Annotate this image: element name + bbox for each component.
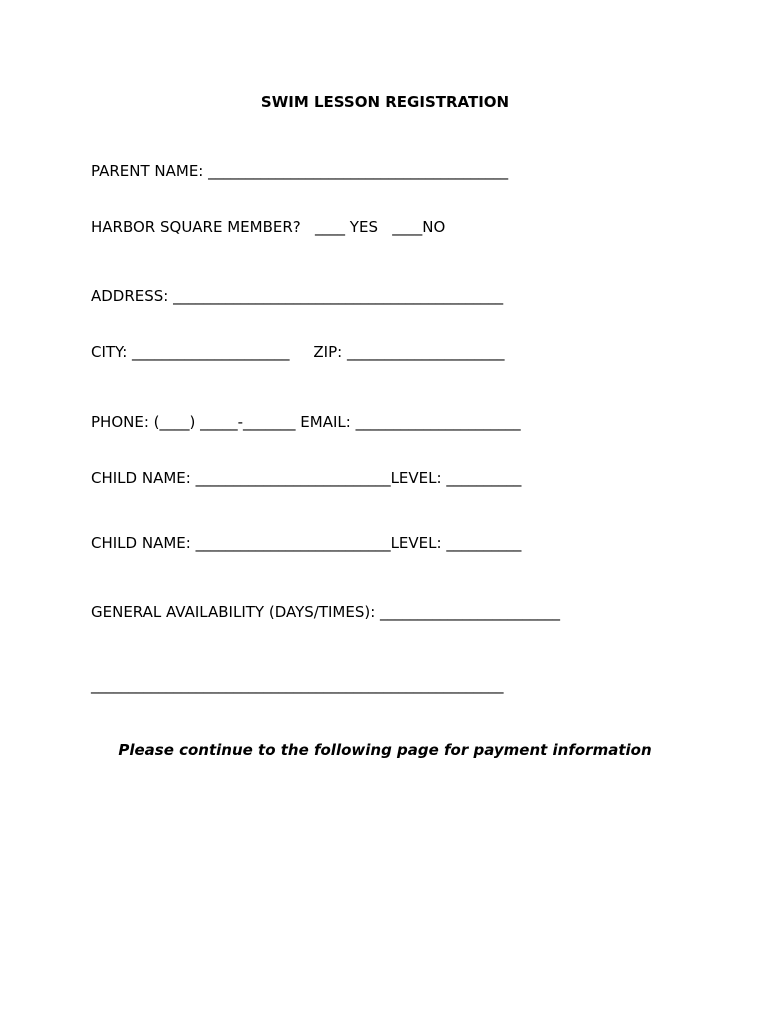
- child-name-field-2[interactable]: CHILD NAME: __________________________LEVEL: __________: [91, 534, 522, 552]
- form-title: SWIM LESSON REGISTRATION: [260, 93, 510, 111]
- continue-note: Please continue to the following page for payment information: [118, 741, 652, 759]
- availability-field[interactable]: GENERAL AVAILABILITY (DAYS/TIMES): ________________________: [91, 603, 561, 621]
- member-question[interactable]: HARBOR SQUARE MEMBER? ____ YES ____NO: [91, 218, 446, 236]
- phone-email-field[interactable]: PHONE: (____) _____-_______ EMAIL: ______________________: [91, 413, 521, 431]
- availability-continued-line[interactable]: _______________________________________________________: [91, 676, 504, 694]
- city-zip-field[interactable]: CITY: _____________________ ZIP: _____________________: [91, 343, 505, 361]
- child-name-field-1[interactable]: CHILD NAME: __________________________LEVEL: __________: [91, 469, 522, 487]
- address-field[interactable]: ADDRESS: ____________________________________________: [91, 287, 504, 305]
- parent-name-field[interactable]: PARENT NAME: ________________________________________: [91, 162, 509, 180]
